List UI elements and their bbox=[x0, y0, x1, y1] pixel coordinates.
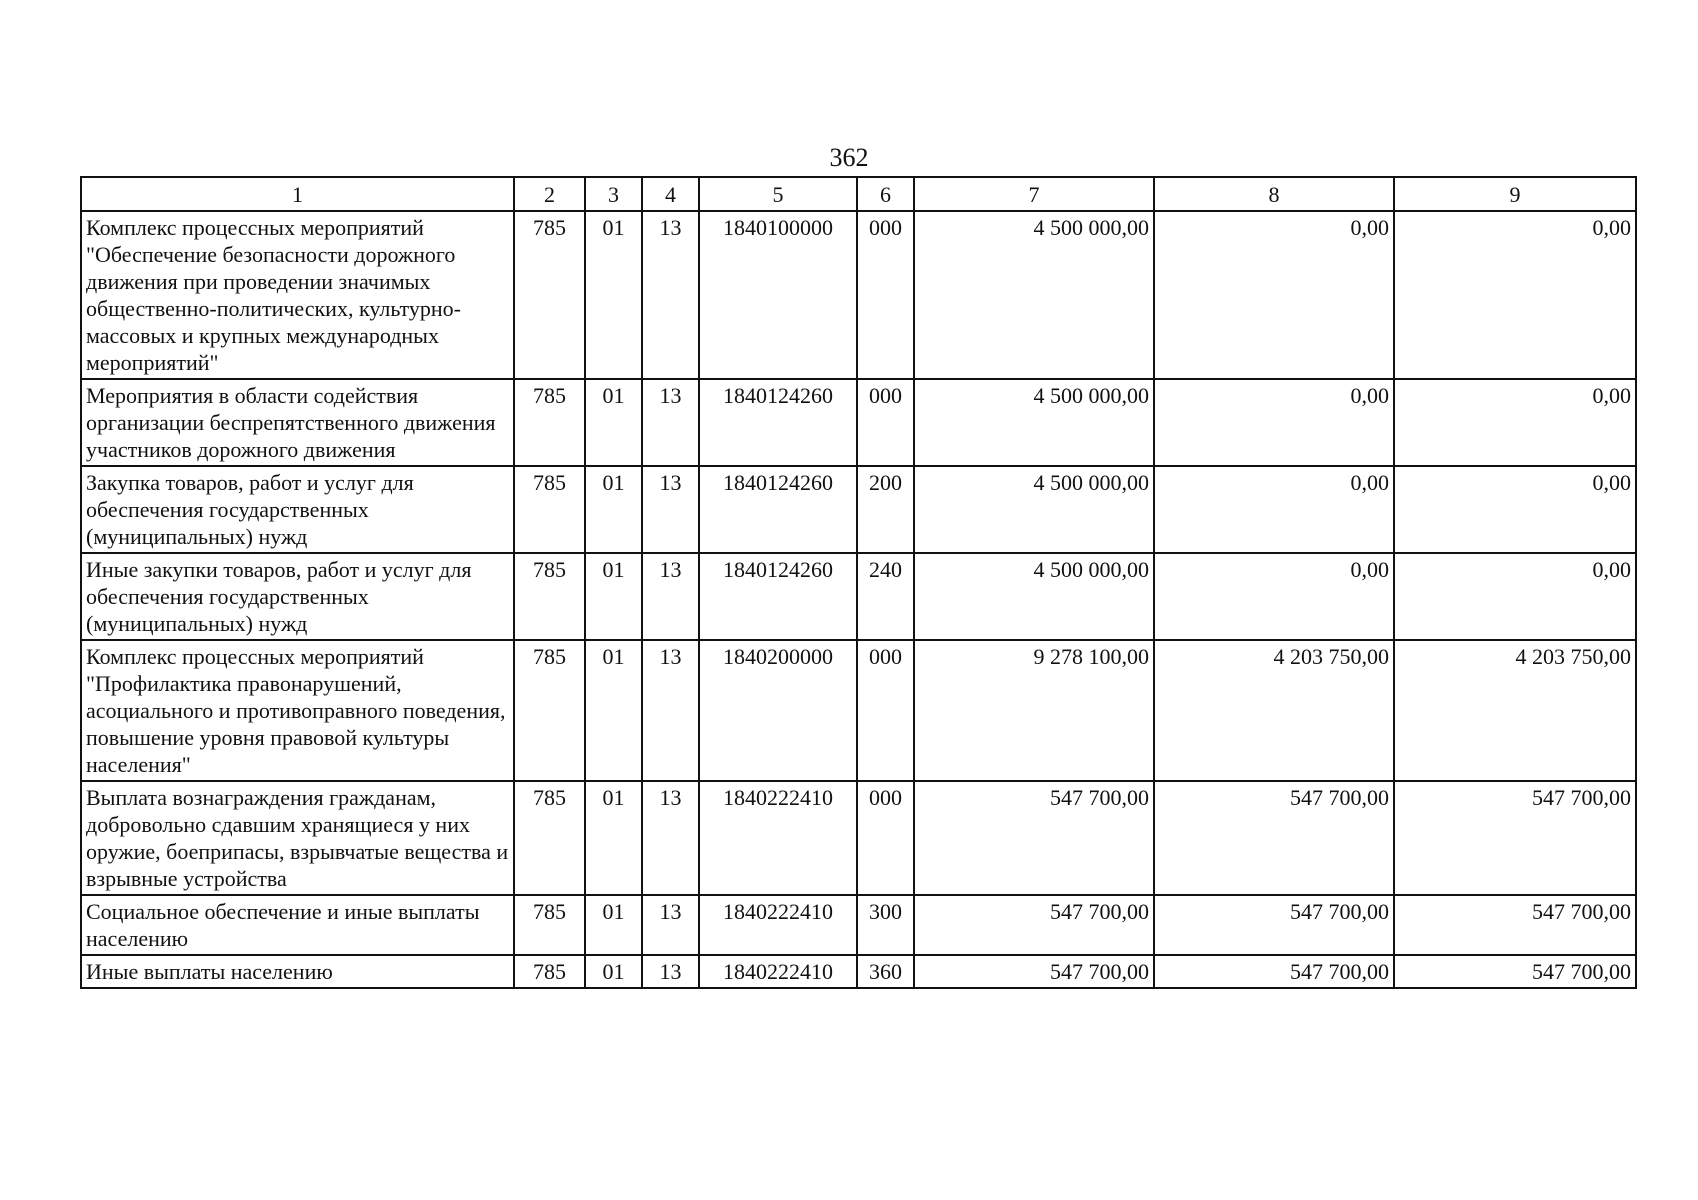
code-cell: 785 bbox=[514, 379, 585, 466]
amount-cell: 4 203 750,00 bbox=[1394, 640, 1636, 781]
code-cell: 240 bbox=[857, 553, 914, 640]
code-cell: 1840222410 bbox=[699, 781, 857, 895]
amount-cell: 547 700,00 bbox=[1394, 955, 1636, 988]
amount-cell: 4 203 750,00 bbox=[1154, 640, 1394, 781]
amount-cell: 0,00 bbox=[1154, 466, 1394, 553]
code-cell: 360 bbox=[857, 955, 914, 988]
code-cell: 1840124260 bbox=[699, 379, 857, 466]
amount-cell: 547 700,00 bbox=[1154, 781, 1394, 895]
code-cell: 1840124260 bbox=[699, 553, 857, 640]
code-cell: 1840100000 bbox=[699, 211, 857, 379]
column-header: 1 bbox=[81, 177, 514, 211]
code-cell: 13 bbox=[642, 781, 699, 895]
amount-cell: 0,00 bbox=[1394, 466, 1636, 553]
code-cell: 13 bbox=[642, 553, 699, 640]
code-cell: 13 bbox=[642, 895, 699, 955]
code-cell: 1840222410 bbox=[699, 955, 857, 988]
row-name-cell: Иные закупки товаров, работ и услуг для обеспечения государственных (муниципальных) нужд bbox=[81, 553, 514, 640]
code-cell: 01 bbox=[585, 781, 642, 895]
column-header: 9 bbox=[1394, 177, 1636, 211]
column-header: 5 bbox=[699, 177, 857, 211]
code-cell: 785 bbox=[514, 640, 585, 781]
code-cell: 000 bbox=[857, 781, 914, 895]
table-row bbox=[81, 466, 1636, 553]
code-cell: 01 bbox=[585, 895, 642, 955]
budget-table bbox=[80, 176, 1637, 989]
code-cell: 01 bbox=[585, 379, 642, 466]
column-header: 4 bbox=[642, 177, 699, 211]
row-name-cell: Мероприятия в области содействия организации беспрепятственного движения участников дорожного движения bbox=[81, 379, 514, 466]
amount-cell: 4 500 000,00 bbox=[914, 466, 1154, 553]
code-cell: 785 bbox=[514, 895, 585, 955]
amount-cell: 4 500 000,00 bbox=[914, 211, 1154, 379]
code-cell: 785 bbox=[514, 466, 585, 553]
code-cell: 13 bbox=[642, 211, 699, 379]
column-header: 8 bbox=[1154, 177, 1394, 211]
table-row bbox=[81, 211, 1636, 379]
code-cell: 13 bbox=[642, 379, 699, 466]
row-name-cell: Иные выплаты населению bbox=[81, 955, 514, 988]
table-row bbox=[81, 955, 1636, 988]
row-name-cell: Комплекс процессных мероприятий "Обеспечение безопасности дорожного движения при проведении значимых общественно-политических, культурно-массовых и крупных международных мероприятий" bbox=[81, 211, 514, 379]
code-cell: 13 bbox=[642, 640, 699, 781]
code-cell: 000 bbox=[857, 379, 914, 466]
table-header-row bbox=[81, 177, 1636, 211]
amount-cell: 0,00 bbox=[1394, 379, 1636, 466]
code-cell: 300 bbox=[857, 895, 914, 955]
code-cell: 785 bbox=[514, 211, 585, 379]
code-cell: 01 bbox=[585, 553, 642, 640]
amount-cell: 547 700,00 bbox=[914, 895, 1154, 955]
amount-cell: 547 700,00 bbox=[914, 955, 1154, 988]
column-header: 3 bbox=[585, 177, 642, 211]
code-cell: 13 bbox=[642, 955, 699, 988]
amount-cell: 547 700,00 bbox=[1394, 895, 1636, 955]
table-row bbox=[81, 640, 1636, 781]
code-cell: 01 bbox=[585, 640, 642, 781]
row-name-cell: Комплекс процессных мероприятий "Профилактика правонарушений, асоциального и противоправного поведения, повышение уровня правовой культуры населения" bbox=[81, 640, 514, 781]
code-cell: 785 bbox=[514, 955, 585, 988]
table-row bbox=[81, 895, 1636, 955]
row-name-cell: Закупка товаров, работ и услуг для обеспечения государственных (муниципальных) нужд bbox=[81, 466, 514, 553]
page-number: 362 bbox=[829, 143, 869, 172]
code-cell: 01 bbox=[585, 955, 642, 988]
amount-cell: 4 500 000,00 bbox=[914, 379, 1154, 466]
code-cell: 01 bbox=[585, 466, 642, 553]
code-cell: 785 bbox=[514, 553, 585, 640]
amount-cell: 0,00 bbox=[1394, 553, 1636, 640]
table-row bbox=[81, 553, 1636, 640]
table-row bbox=[81, 379, 1636, 466]
code-cell: 200 bbox=[857, 466, 914, 553]
column-header: 2 bbox=[514, 177, 585, 211]
code-cell: 1840200000 bbox=[699, 640, 857, 781]
table-row bbox=[81, 781, 1636, 895]
amount-cell: 0,00 bbox=[1154, 553, 1394, 640]
amount-cell: 547 700,00 bbox=[914, 781, 1154, 895]
amount-cell: 4 500 000,00 bbox=[914, 553, 1154, 640]
code-cell: 1840124260 bbox=[699, 466, 857, 553]
code-cell: 13 bbox=[642, 466, 699, 553]
column-header: 6 bbox=[857, 177, 914, 211]
amount-cell: 0,00 bbox=[1154, 379, 1394, 466]
row-name-cell: Социальное обеспечение и иные выплаты населению bbox=[81, 895, 514, 955]
amount-cell: 0,00 bbox=[1394, 211, 1636, 379]
code-cell: 785 bbox=[514, 781, 585, 895]
amount-cell: 9 278 100,00 bbox=[914, 640, 1154, 781]
amount-cell: 0,00 bbox=[1154, 211, 1394, 379]
row-name-cell: Выплата вознаграждения гражданам, добровольно сдавшим хранящиеся у них оружие, боеприпасы, взрывчатые вещества и взрывные устройства bbox=[81, 781, 514, 895]
amount-cell: 547 700,00 bbox=[1154, 895, 1394, 955]
code-cell: 000 bbox=[857, 211, 914, 379]
amount-cell: 547 700,00 bbox=[1394, 781, 1636, 895]
code-cell: 000 bbox=[857, 640, 914, 781]
code-cell: 1840222410 bbox=[699, 895, 857, 955]
code-cell: 01 bbox=[585, 211, 642, 379]
column-header: 7 bbox=[914, 177, 1154, 211]
amount-cell: 547 700,00 bbox=[1154, 955, 1394, 988]
